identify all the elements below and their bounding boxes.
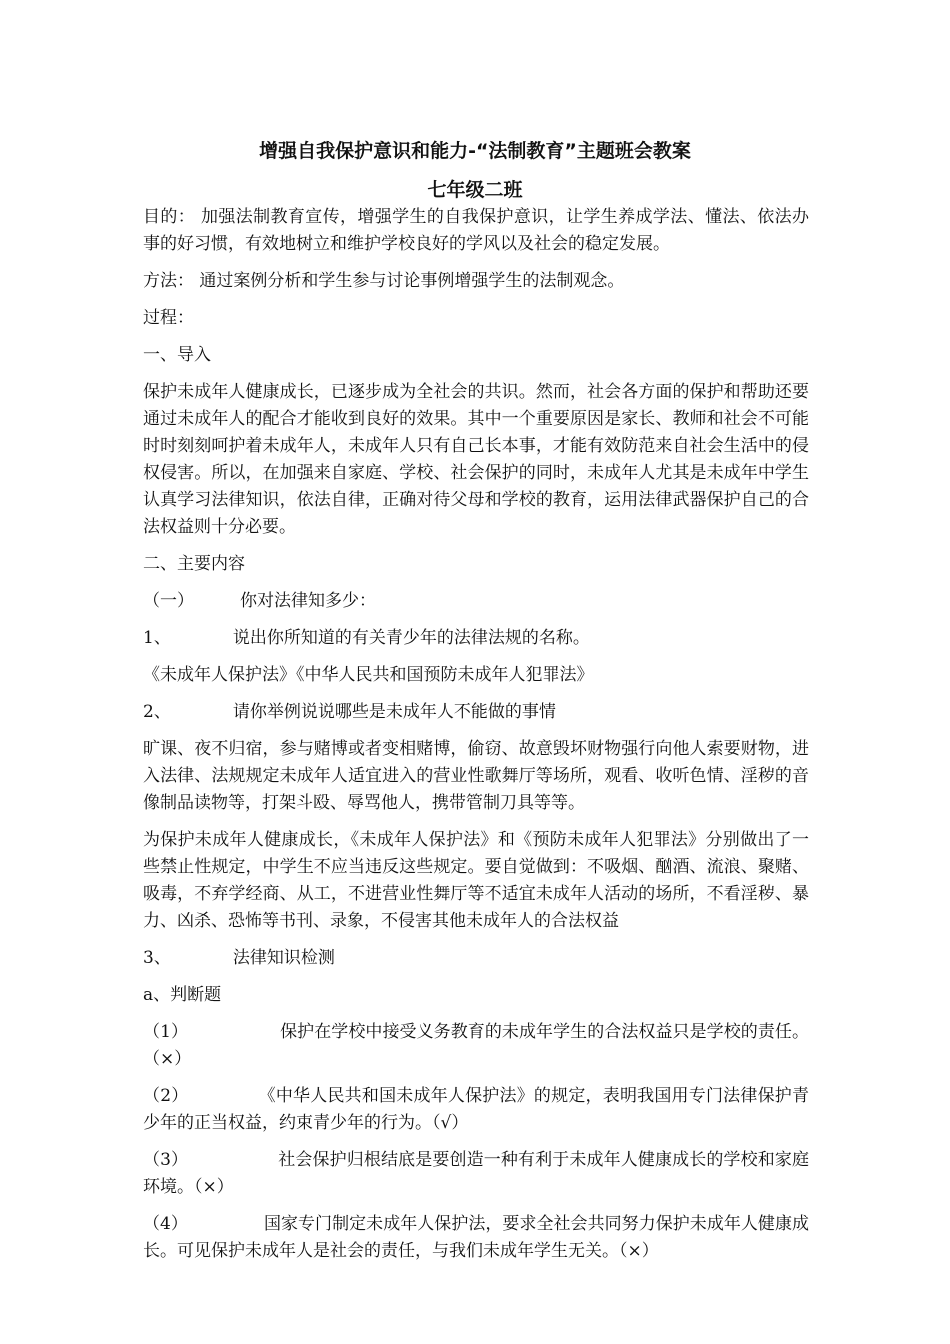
question-1-text: 说出你所知道的有关青少年的法律法规的名称。	[232, 628, 590, 648]
laws-list: 《未成年人保护法》《中华人民共和国预防未成年人犯罪法》	[143, 665, 594, 685]
question-2-text: 请你举例说说哪些是未成年人不能做的事情	[232, 702, 556, 722]
question-1-label: 1、	[143, 628, 171, 648]
judge-item-label: （1）	[143, 1022, 189, 1042]
question-2	[143, 699, 809, 726]
judge-item-label: （2）	[143, 1086, 189, 1106]
question-3	[143, 945, 809, 972]
judge-item-label: （4）	[143, 1214, 188, 1234]
judge-item-text: 社会保护归根结底是要创造一种有利于未成年人健康成长的学校和家庭环境。（×）	[143, 1150, 809, 1197]
section-heading-intro: 一、导入	[143, 345, 211, 365]
judge-heading: a、判断题	[143, 985, 222, 1005]
judge-item-label: （3）	[143, 1150, 189, 1170]
question-3-text: 法律知识检测	[232, 948, 335, 968]
purpose-paragraph: 目的： 加强法制教育宣传，增强学生的自我保护意识，让学生养成学法、懂法、依法办事的好习惯，有效地树立和维护学校良好的学风以及社会的稳定发展。	[143, 207, 809, 254]
judge-item-text: 《中华人民共和国未成年人保护法》的规定，表明我国用专门法律保护青少年的正当权益，约束青少年的行为。（√）	[143, 1086, 809, 1133]
document-subtitle: 七年级二班	[427, 179, 523, 201]
document-body	[143, 204, 809, 1275]
question-2-answer: 旷课、夜不归宿，参与赌博或者变相赌博，偷窃、故意毁坏财物强行向他人索要财物，进入法律、法规规定未成年人适宜进入的营业性歌舞厅等场所，观看、收听色情、淫秽的音像制品读物等，打架斗殴、辱骂他人，携带管制刀具等等。	[143, 739, 809, 813]
method-paragraph: 方法： 通过案例分析和学生参与讨论事例增强学生的法制观念。	[143, 271, 625, 291]
question-3-label: 3、	[143, 948, 171, 968]
intro-paragraph: 保护未成年人健康成长，已逐步成为全社会的共识。然而，社会各方面的保护和帮助还要通过未成年人的配合才能收到良好的效果。其中一个重要原因是家长、教师和社会不可能时时刻刻呵护着未成年人，未成年人只有自己长本事，才能有效防范来自社会生活中的侵权侵害。所以，在加强来自家庭、学校、社会保护的同时，未成年人尤其是未成年中学生认真学习法律知识，依法自律，正确对待父母和学校的教育，运用法律武器保护自己的合法权益则十分必要。	[143, 382, 809, 537]
judge-item-text: 保护在学校中接受义务教育的未成年学生的合法权益只是学校的责任。（×）	[143, 1022, 809, 1069]
question-1	[143, 625, 809, 652]
subsection-1	[143, 588, 809, 615]
judge-item	[143, 1019, 809, 1073]
subsection-1-label: （一）	[143, 591, 194, 611]
judge-item	[143, 1147, 809, 1201]
section-heading-main: 二、主要内容	[143, 554, 245, 574]
judge-item	[143, 1211, 809, 1265]
document-title: 增强自我保护意识和能力-“法制教育”主题班会教案	[259, 140, 691, 162]
process-heading: 过程：	[143, 308, 194, 328]
question-2-label: 2、	[143, 702, 171, 722]
judge-item	[143, 1083, 809, 1137]
regulation-paragraph: 为保护未成年人健康成长，《未成年人保护法》和《预防未成年人犯罪法》分别做出了一些禁止性规定，中学生不应当违反这些规定。要自觉做到：不吸烟、酗酒、流浪、聚赌、吸毒，不弃学经商、从工，不进营业性舞厅等不适宜未成年人活动的场所，不看淫秽、暴力、凶杀、恐怖等书刊、录象，不侵害其他未成年人的合法权益	[143, 830, 809, 931]
judge-item-text: 国家专门制定未成年人保护法，要求全社会共同努力保护未成年人健康成长。可见保护未成年人是社会的责任，与我们未成年学生无关。（×）	[143, 1214, 809, 1261]
subsection-1-text: 你对法律知多少：	[240, 591, 376, 611]
